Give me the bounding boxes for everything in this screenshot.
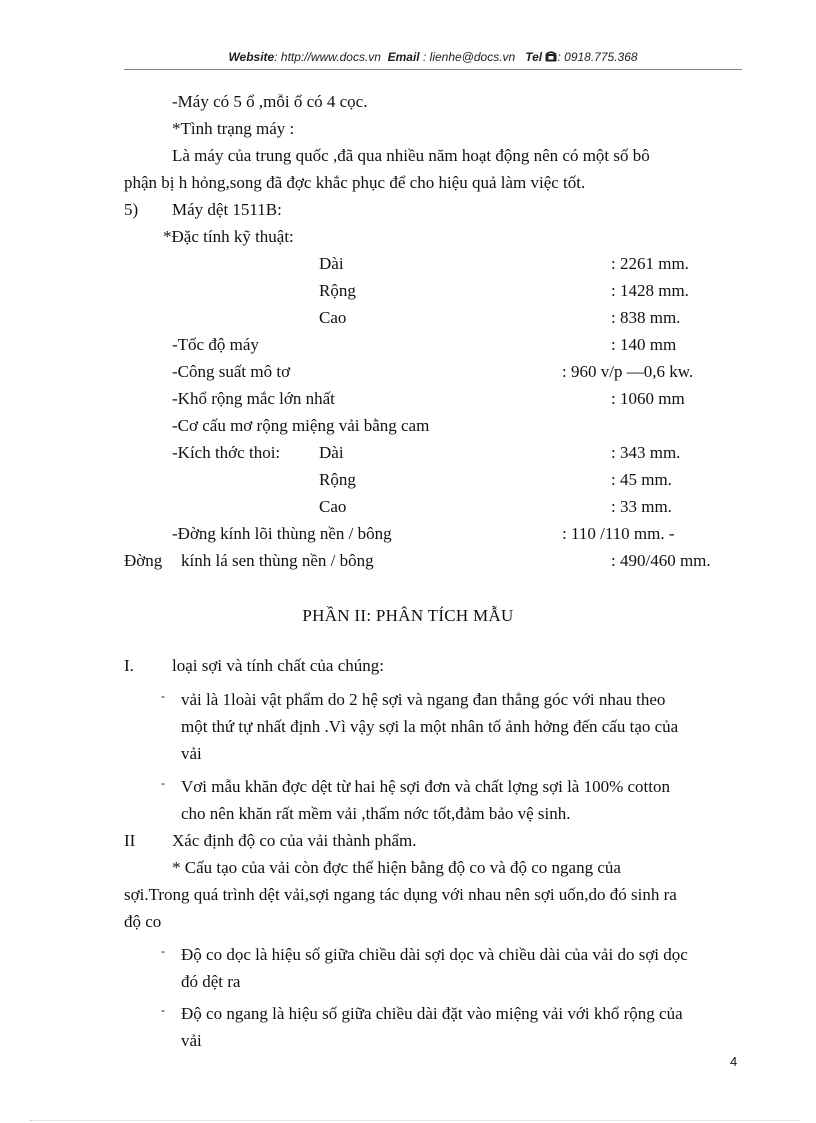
spec-title: *Đặc tính kỹ thuật:: [163, 227, 294, 246]
spec-value: : 2261 mm.: [611, 254, 689, 273]
spec-label: -Cơ cấu mơ rộng miệng vải bằng cam: [172, 416, 430, 435]
spec-label: Rộng: [319, 470, 356, 489]
text-line: vải: [181, 1031, 202, 1050]
spec-label: -Công suất mô tơ: [172, 362, 291, 381]
page-header: [124, 50, 742, 70]
website-value: : http://www.docs.vn: [274, 50, 381, 64]
tel-value: : 0918.775.368: [557, 50, 638, 64]
spec-value: : 110 /110 mm. -: [562, 524, 675, 543]
bullet-icon: -: [161, 944, 165, 958]
spec-label: kính lá sen thùng nền / bông: [181, 551, 374, 570]
spec-label-prefix: Đờng: [124, 551, 163, 570]
email-value: : lienhe@docs.vn: [422, 50, 516, 64]
spec-label: -Khổ rộng mắc lớn nhất: [172, 389, 335, 408]
spec-label: -Tốc độ máy: [172, 335, 259, 354]
spec-label: Dài: [319, 254, 344, 273]
text-line: * Cấu tạo của vải còn đợc thể hiện bằng độ co và độ co ngang của: [172, 858, 621, 877]
text-line: *Tình trạng máy :: [172, 119, 295, 138]
email-label: Email: [387, 50, 420, 64]
website-label: Website: [228, 50, 275, 64]
spec-value: : 45 mm.: [611, 470, 672, 489]
footer-divider: [30, 1120, 800, 1121]
spec-label: Cao: [319, 308, 347, 327]
spec-value: : 343 mm.: [611, 443, 681, 462]
list-number: 5): [124, 200, 139, 219]
list-item-title: Máy dệt 1511B:: [172, 200, 282, 219]
spec-label: Dài: [319, 443, 344, 462]
header-divider: [124, 69, 742, 70]
bullet-icon: -: [161, 689, 165, 703]
spec-value: : 838 mm.: [611, 308, 681, 327]
spec-label: -Kích thớc thoi:: [172, 443, 281, 462]
spec-label: Cao: [319, 497, 347, 516]
section-number: II: [124, 831, 136, 850]
spec-value: : 140 mm: [611, 335, 677, 354]
bullet-icon: -: [161, 1003, 165, 1017]
text-line: Độ co dọc là hiệu số giữa chiều dài sợi dọc và chiều dài của vải do sợi dọc: [181, 945, 688, 964]
section-title: loại sợi và tính chất của chúng:: [172, 656, 384, 675]
text-line: vải: [181, 744, 202, 763]
page-number: 4: [730, 1054, 738, 1069]
text-line: -Máy có 5 ổ ,mỗi ổ có 4 cọc.: [172, 92, 368, 111]
spec-value: : 1428 mm.: [611, 281, 689, 300]
text-line: phận bị h hỏng,song đã đợc khắc phục để cho hiệu quả làm việc tốt.: [124, 173, 586, 192]
spec-value: : 960 v/p —0,6 kw.: [562, 362, 694, 381]
text-line: Độ co ngang là hiệu số giữa chiều dài đặt vào miệng vải với khổ rộng của: [181, 1004, 683, 1023]
tel-label: Tel: [525, 50, 543, 64]
spec-label: -Đờng kính lõi thùng nền / bông: [172, 524, 392, 543]
spec-value: : 490/460 mm.: [611, 551, 711, 570]
text-line: Vơi mẫu khăn đợc dệt từ hai hệ sợi đơn và chất lợng sợi là 100% cotton: [181, 777, 670, 796]
text-line: Là máy của trung quốc ,đã qua nhiều năm hoạt động nên có một số bô: [172, 146, 650, 165]
text-line: một thứ tự nhất định .Vì vậy sợi la một nhân tố ảnh hởng đến cấu tạo của: [181, 717, 679, 736]
text-line: độ co: [124, 912, 162, 931]
text-line: cho nên khăn rất mềm vải ,thấm nớc tốt,đảm bảo vệ sinh.: [181, 804, 571, 823]
section-number: I.: [124, 656, 134, 675]
text-line: sợi.Trong quá trình dệt vải,sợi ngang tác dụng với nhau nên sợi uốn,do đó sinh ra: [124, 885, 677, 904]
bullet-icon: -: [161, 776, 165, 790]
spec-value: : 1060 mm: [611, 389, 685, 408]
section-heading: PHẦN II: PHÂN TÍCH MẪU: [302, 606, 514, 625]
text-line: đó dệt ra: [181, 972, 241, 991]
phone-icon: [545, 51, 557, 65]
text-line: vải là 1loài vật phẩm do 2 hệ sợi và ngang đan thẳng góc với nhau theo: [181, 690, 666, 709]
section-title: Xác định độ co của vải thành phẩm.: [172, 831, 417, 850]
spec-value: : 33 mm.: [611, 497, 672, 516]
spec-label: Rộng: [319, 281, 356, 300]
